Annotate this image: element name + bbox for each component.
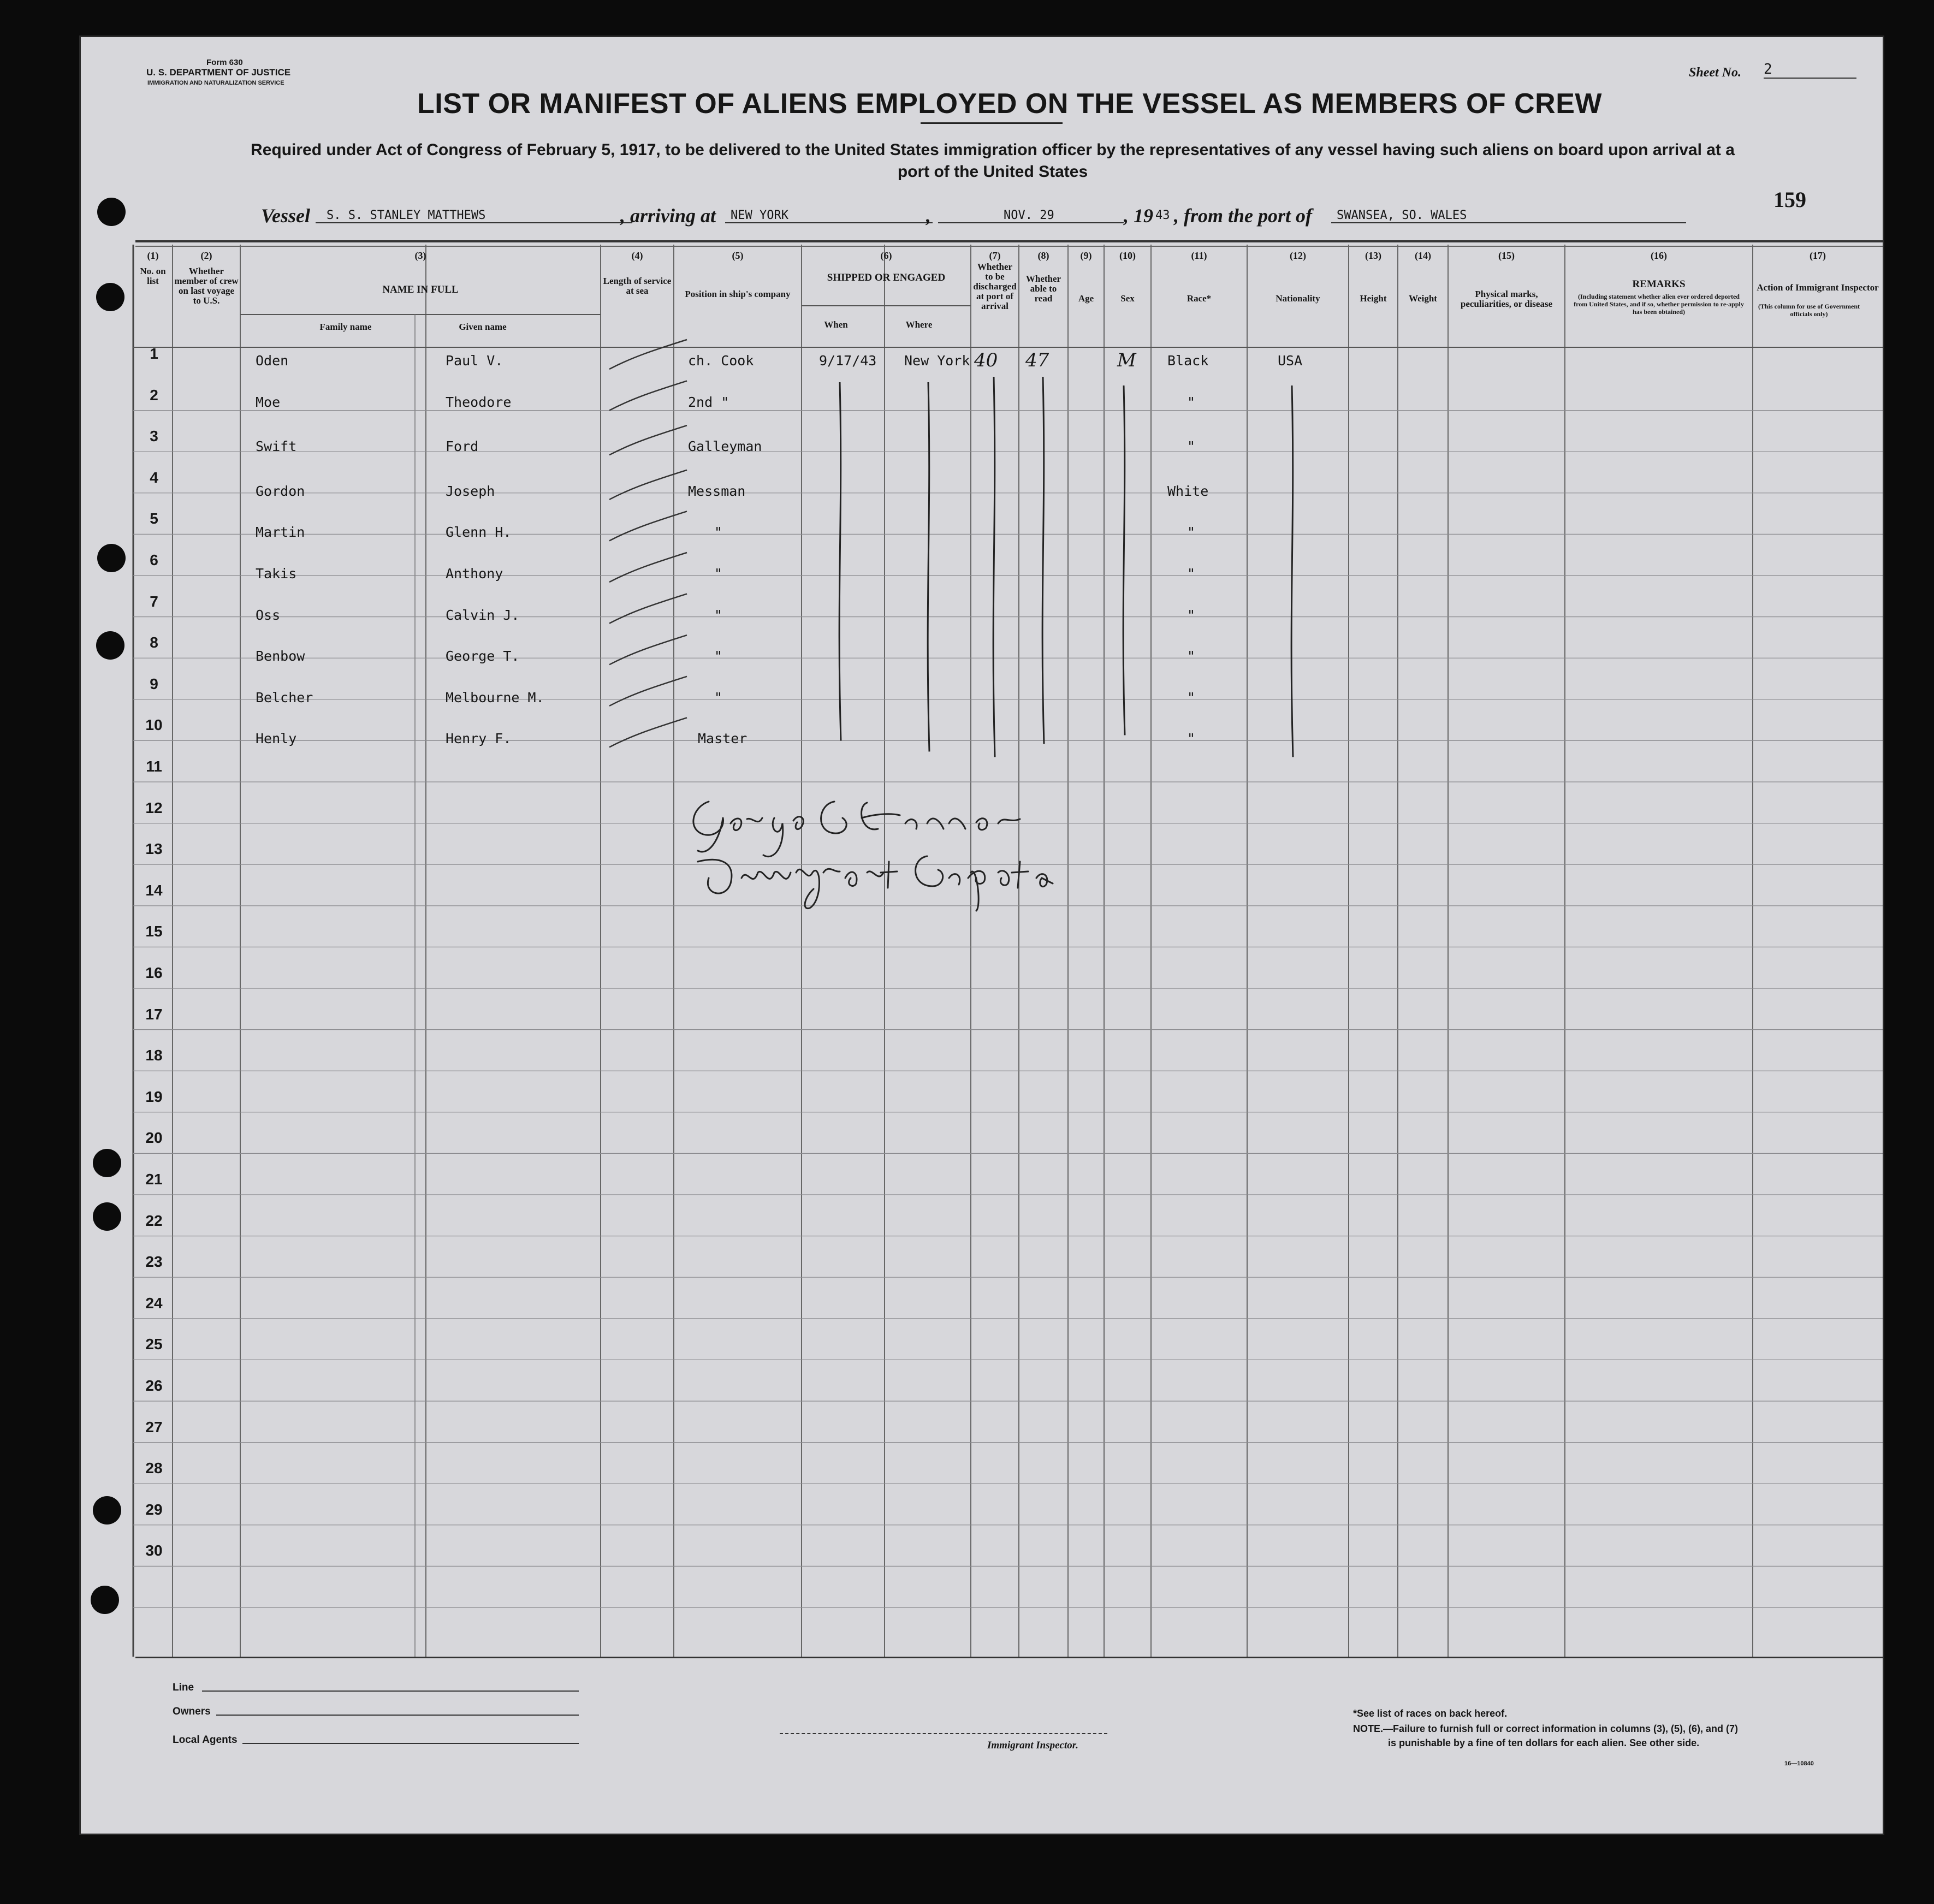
- service-name: IMMIGRATION AND NATURALIZATION SERVICE: [147, 80, 284, 86]
- column-header: Height: [1360, 293, 1387, 304]
- row-family: Takis: [256, 566, 297, 582]
- department-name: U. S. DEPARTMENT OF JUSTICE: [146, 67, 291, 78]
- service-tick: [609, 381, 687, 411]
- page-title: LIST OR MANIFEST OF ALIENS EMPLOYED ON THE VESSEL AS MEMBERS OF CREW: [417, 88, 1602, 120]
- row-position: ": [714, 648, 723, 665]
- column-header: Whether member of crew on last voyage to U.S.: [174, 266, 239, 306]
- ditto-stroke: [1291, 385, 1293, 757]
- column-header: Race*: [1186, 293, 1212, 304]
- column-header: REMARKS: [1632, 278, 1686, 290]
- row-number: 1: [150, 345, 158, 362]
- footer-rule: [135, 1657, 1883, 1658]
- column-number: (3): [414, 250, 426, 261]
- page-number: 159: [1773, 187, 1806, 212]
- row-number: 17: [145, 1005, 163, 1023]
- row-number: 23: [145, 1253, 163, 1271]
- row-number: 28: [145, 1460, 163, 1477]
- ditto-stroke: [928, 382, 929, 751]
- subheader-when: When: [824, 319, 848, 330]
- row-number: 24: [145, 1294, 163, 1312]
- row-race: ": [1187, 689, 1196, 705]
- arriving-label: , arriving at: [620, 205, 716, 227]
- agents-field: [242, 1743, 579, 1744]
- column-number: (9): [1080, 250, 1092, 261]
- row-position: Master: [698, 731, 748, 747]
- row-race: ": [1187, 394, 1196, 410]
- row-race: White: [1167, 483, 1209, 499]
- row-number: 20: [145, 1129, 163, 1147]
- row-family: Swift: [256, 438, 297, 455]
- row-number: 7: [150, 592, 158, 610]
- row-number: 30: [145, 1542, 163, 1559]
- column-number: (6): [880, 250, 892, 261]
- races-note: *See list of races on back hereof.: [1353, 1708, 1508, 1719]
- row-race: ": [1187, 566, 1196, 582]
- punch-hole: [96, 631, 124, 660]
- column-number: (15): [1498, 250, 1515, 261]
- row-number: 6: [150, 551, 158, 568]
- row-number: 13: [145, 840, 163, 858]
- row-number: 9: [150, 675, 158, 692]
- row-family: Benbow: [256, 648, 305, 665]
- column-header: Age: [1078, 293, 1094, 304]
- punch-hole: [97, 198, 126, 226]
- row-given: Ford: [446, 438, 479, 455]
- column-header: Length of service at sea: [603, 276, 672, 296]
- subtitle-line2: port of the United States: [897, 163, 1088, 181]
- agents-label: Local Agents: [173, 1734, 238, 1746]
- row-where: New York: [904, 353, 970, 369]
- departure-port: SWANSEA, SO. WALES: [1331, 209, 1686, 223]
- row-position: Galleyman: [688, 438, 762, 455]
- row-number: 22: [145, 1212, 163, 1229]
- row-family: Oss: [256, 607, 281, 623]
- row-number: 5: [150, 510, 158, 527]
- row-number: 27: [145, 1418, 163, 1436]
- service-tick: [609, 594, 687, 624]
- inspector-label: Immigrant Inspector.: [987, 1740, 1078, 1751]
- row-number: 18: [145, 1047, 163, 1064]
- owners-field: [216, 1715, 579, 1716]
- column-number: (12): [1290, 250, 1306, 261]
- row-position: Messman: [688, 483, 746, 499]
- row-given: Paul V.: [446, 353, 503, 369]
- column-header: NAME IN FULL: [382, 284, 459, 295]
- column-header: No. on list: [140, 266, 166, 286]
- remarks-note: (Including statement whether alien ever ordered deported from United States, and if so, whether permission to re-apply has been obtained): [1574, 293, 1744, 316]
- row-given: Glenn H.: [446, 524, 512, 541]
- arriving-port: NEW YORK: [725, 209, 933, 223]
- column-number: (14): [1415, 250, 1431, 261]
- vessel-name: S. S. STANLEY MATTHEWS: [316, 209, 632, 223]
- row-race: ": [1187, 607, 1196, 623]
- handwritten-read: 47: [1025, 349, 1049, 371]
- manifest-sheet: [81, 37, 1883, 1834]
- column-header: SHIPPED OR ENGAGED: [827, 272, 946, 283]
- ditto-stroke: [839, 382, 841, 740]
- sheet-number: 2: [1764, 61, 1856, 79]
- row-number: 8: [150, 634, 158, 651]
- row-number: 16: [145, 964, 163, 981]
- row-family: Gordon: [256, 483, 305, 499]
- year-prefix: ,: [1124, 205, 1129, 227]
- row-number: 29: [145, 1500, 163, 1518]
- date-comma: ,: [926, 205, 931, 227]
- row-number: 21: [145, 1171, 163, 1188]
- year-19: 19: [1134, 205, 1153, 227]
- row-position: ch. Cook: [688, 353, 754, 369]
- fine-note-2: is punishable by a fine of ten dollars for each alien. See other side.: [1388, 1737, 1700, 1748]
- sheet-label: Sheet No.: [1689, 66, 1741, 80]
- service-tick: [609, 340, 687, 369]
- column-header: Physical marks, peculiarities, or disease: [1460, 289, 1553, 309]
- subheader-given-name: Given name: [459, 322, 507, 332]
- punch-hole: [97, 544, 126, 572]
- column-number: (17): [1810, 250, 1826, 261]
- column-number: (1): [147, 250, 159, 261]
- vessel-label: Vessel: [261, 205, 310, 227]
- row-number: 2: [150, 386, 158, 404]
- row-nationality: USA: [1278, 353, 1303, 369]
- form-number: Form 630: [206, 58, 243, 67]
- row-number: 10: [145, 716, 163, 734]
- row-position: ": [714, 566, 723, 582]
- inspector-signature: [671, 791, 1085, 933]
- service-tick: [609, 635, 687, 665]
- column-header: Position in ship's company: [685, 289, 791, 299]
- row-family: Henly: [256, 731, 297, 747]
- subtitle-line1: Required under Act of Congress of February 5, 1917, to be delivered to the United States immigration officer by the representatives of any vessel having such aliens on board upon arrival at a: [251, 141, 1735, 159]
- row-given: Joseph: [446, 483, 495, 499]
- subheader-where: Where: [905, 319, 933, 330]
- row-given: Theodore: [446, 394, 512, 410]
- punch-hole: [93, 1149, 121, 1177]
- column-number: (7): [989, 250, 1001, 261]
- service-tick: [609, 470, 687, 500]
- fine-note-1: NOTE.—Failure to furnish full or correct information in columns (3), (5), (6), and (7): [1353, 1723, 1739, 1734]
- column-number: (11): [1191, 250, 1207, 261]
- row-given: George T.: [446, 648, 520, 665]
- row-family: Moe: [256, 394, 281, 410]
- service-tick: [609, 511, 687, 541]
- column-header: Action of Immigrant Inspector: [1757, 282, 1879, 293]
- from-port-label: , from the port of: [1174, 205, 1313, 227]
- handwritten-sex: M: [1117, 349, 1136, 371]
- owners-label: Owners: [173, 1706, 211, 1717]
- handwritten-discharged: 40: [974, 349, 998, 371]
- column-number: (4): [631, 250, 643, 261]
- punch-hole: [96, 283, 124, 311]
- print-code: 16—10840: [1784, 1760, 1814, 1767]
- row-when: 9/17/43: [819, 353, 877, 369]
- column-number: (5): [732, 250, 744, 261]
- row-race: ": [1187, 648, 1196, 665]
- row-number: 25: [145, 1336, 163, 1353]
- column-number: (8): [1037, 250, 1049, 261]
- column-header: Weight: [1409, 293, 1437, 304]
- row-number: 3: [150, 428, 158, 445]
- row-number: 4: [150, 468, 158, 486]
- row-number: 11: [146, 758, 162, 775]
- row-number: 26: [145, 1377, 163, 1394]
- row-number: 14: [145, 881, 163, 899]
- column-number: (13): [1365, 250, 1381, 261]
- column-header: Nationality: [1276, 293, 1320, 304]
- row-race: ": [1187, 524, 1196, 541]
- line-field: [202, 1691, 579, 1692]
- row-given: Melbourne M.: [446, 689, 544, 705]
- punch-hole: [93, 1202, 121, 1231]
- row-position: ": [714, 689, 723, 705]
- inspector-line: [780, 1733, 1107, 1734]
- service-tick: [609, 553, 687, 582]
- line-label: Line: [173, 1682, 194, 1693]
- ditto-stroke: [1123, 385, 1125, 735]
- ditto-stroke: [1042, 377, 1044, 744]
- row-family: Oden: [256, 353, 289, 369]
- service-tick: [609, 677, 687, 706]
- ditto-stroke: [993, 377, 995, 757]
- service-tick: [609, 425, 687, 455]
- subheader-family-name: Family name: [319, 322, 372, 332]
- row-race: ": [1187, 731, 1196, 747]
- row-number: 19: [145, 1088, 163, 1105]
- row-position: ": [714, 524, 723, 541]
- column-header: Whether able to read: [1025, 274, 1061, 304]
- punch-hole: [93, 1496, 121, 1525]
- punch-hole: [91, 1586, 119, 1614]
- row-race: ": [1187, 438, 1196, 455]
- row-given: Calvin J.: [446, 607, 520, 623]
- year-43: 43: [1155, 209, 1170, 222]
- column-number: (16): [1651, 250, 1667, 261]
- row-number: 12: [145, 799, 163, 816]
- column-header: Whether to be discharged at port of arrival: [973, 262, 1017, 311]
- row-number: 15: [145, 923, 163, 940]
- row-position: 2nd ": [688, 394, 729, 410]
- column-header: Sex: [1120, 293, 1135, 304]
- service-tick: [609, 717, 687, 747]
- row-family: Martin: [256, 524, 305, 541]
- column-number: (10): [1119, 250, 1136, 261]
- arrival-date: NOV. 29: [938, 209, 1124, 223]
- row-race: Black: [1167, 353, 1209, 369]
- action-note: (This column for use of Government officials only): [1758, 302, 1860, 318]
- row-given: Henry F.: [446, 731, 512, 747]
- row-given: Anthony: [446, 566, 503, 582]
- row-position: ": [714, 607, 723, 623]
- column-number: (2): [200, 250, 212, 261]
- row-family: Belcher: [256, 689, 313, 705]
